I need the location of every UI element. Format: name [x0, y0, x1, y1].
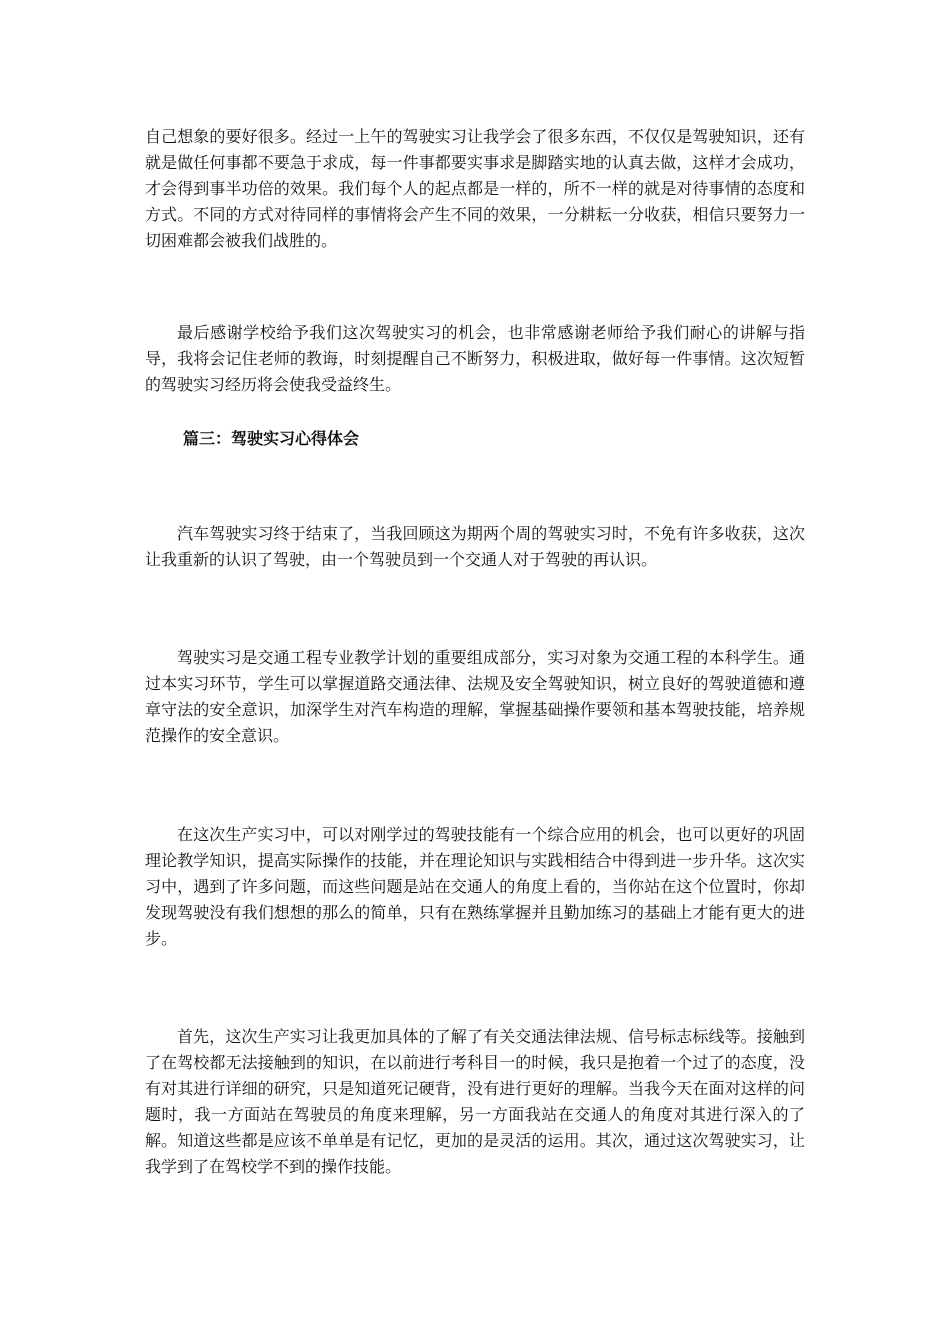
paragraph-purpose: 驾驶实习是交通工程专业教学计划的重要组成部分，实习对象为交通工程的本科学生。通过本实习环节，学生可以掌握道路交通法律、法规及安全驾驶知识，树立良好的驾驶道德和遵章守法的安全意识，加深学生对汽车构造的理解，掌握基础操作要领和基本驾驶技能，培养规范操作的安全意识。 [145, 648, 805, 745]
paragraph-first: 首先，这次生产实习让我更加具体的了解了有关交通法律法规、信号标志标线等。接触到了在驾校都无法接触到的知识，在以前进行考科目一的时候，我只是抱着一个过了的态度，没有对其进行详细的研究，只是知道死记硬背，没有进行更好的理解。当我今天在面对这样的问题时，我一方面站在驾驶员的角度来理解，另一方面我站在交通人的角度对其进行深入的了解。知道这些都是应该不单单是有记忆，更加的是灵活的运用。其次，通过这次驾驶实习，让我学到了在驾校学不到的操作技能。 [145, 1027, 805, 1176]
paragraph-continuation: 自己想象的要好很多。经过一上午的驾驶实习让我学会了很多东西，不仅仅是驾驶知识，还有就是做任何事都不要急于求成，每一件事都要实事求是脚踏实地的认真去做，这样才会成功，才会得到事半功倍的效果。我们每个人的起点都是一样的，所不一样的就是对待事情的态度和方式。不同的方式对待同样的事情将会产生不同的效果，一分耕耘一分收获，相信只要努力一切困难都会被我们战胜的。 [145, 127, 805, 250]
paragraph-intro: 汽车驾驶实习终于结束了，当我回顾这为期两个周的驾驶实习时，不免有许多收获，这次让我重新的认识了驾驶，由一个驾驶员到一个交通人对于驾驶的再认识。 [145, 524, 805, 569]
paragraph-experience: 在这次生产实习中，可以对刚学过的驾驶技能有一个综合应用的机会，也可以更好的巩固理论教学知识，提高实际操作的技能，并在理论知识与实践相结合中得到进一步升华。这次实习中，遇到了许多问题，而这些问题是站在交通人的角度上看的，当你站在这个位置时，你却发现驾驶没有我们想想的那么的简单，只有在熟练掌握并且勤加练习的基础上才能有更大的进步。 [145, 825, 805, 948]
paragraph-thanks: 最后感谢学校给予我们这次驾驶实习的机会，也非常感谢老师给予我们耐心的讲解与指导，我将会记住老师的教诲，时刻提醒自己不断努力，积极进取，做好每一件事情。这次短暂的驾驶实习经历将会使我受益终生。 [145, 323, 805, 394]
section-heading: 篇三：驾驶实习心得体会 [183, 429, 360, 448]
